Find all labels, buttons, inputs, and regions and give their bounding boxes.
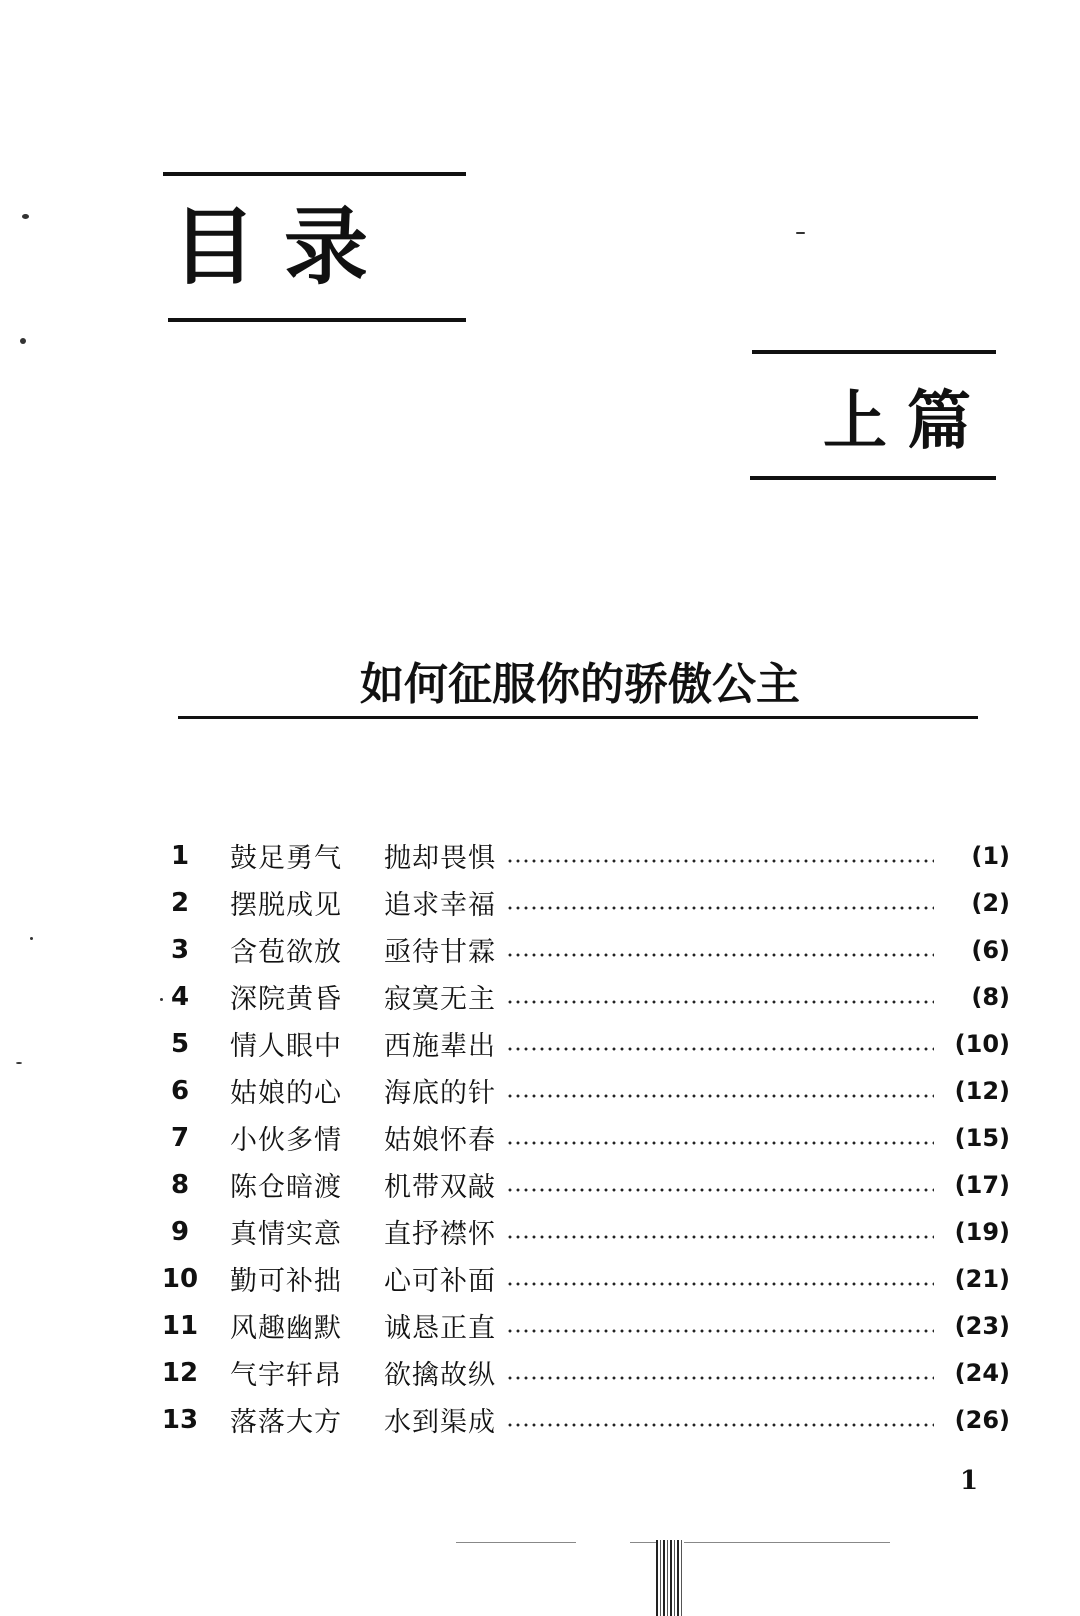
toc-entry-page: (23) [954,1311,1010,1340]
dot-leader [506,906,934,910]
toc-entry-number: 3 [170,934,190,965]
scan-speck [796,232,805,234]
toc-entry-phrase-2: 直抒襟怀 [384,1219,496,1250]
toc-entry-phrase-1: 小伙多情 [230,1125,342,1156]
dot-leader [506,953,934,957]
toc-entry-page: (8) [971,982,1010,1011]
toc-entry-phrase-2: 机带双敲 [384,1172,496,1203]
table-of-contents [160,832,1010,1443]
toc-entry-number: 12 [161,1357,199,1388]
toc-entry[interactable] [160,1302,1010,1349]
toc-entry-number: 7 [170,1122,190,1153]
toc-entry-phrase-2: 抛却畏惧 [384,843,496,874]
toc-entry-phrase-1: 风趣幽默 [230,1313,342,1344]
toc-entry[interactable] [160,1161,1010,1208]
scan-speck [16,1062,22,1064]
toc-entry-phrase-2: 追求幸福 [384,890,496,921]
toc-entry[interactable] [160,1208,1010,1255]
toc-entry-page: (19) [954,1217,1010,1246]
toc-entry-phrase-1: 姑娘的心 [230,1078,342,1109]
toc-entry-phrase-2: 寂寞无主 [384,984,496,1015]
page-title: 目录 [172,197,397,296]
toc-entry-phrase-1: 摆脱成见 [230,890,342,921]
toc-entry-number: 2 [170,887,190,918]
toc-entry-phrase-2: 西施辈出 [384,1031,496,1062]
toc-entry-phrase-1: 陈仓暗渡 [230,1172,342,1203]
toc-entry-page: (1) [971,841,1010,870]
toc-entry-number: 10 [161,1263,199,1294]
section-title: 如何征服你的骄傲公主 [360,659,800,710]
toc-entry-phrase-1: 真情实意 [230,1219,342,1250]
dot-leader [506,1235,934,1239]
toc-entry-phrase-2: 海底的针 [384,1078,496,1109]
toc-entry-phrase-1: 勤可补拙 [230,1266,342,1297]
page-number: 1 [960,1466,979,1496]
toc-entry-phrase-2: 亟待甘霖 [384,937,496,968]
title-bottom-rule [168,318,466,322]
toc-entry[interactable] [160,973,1010,1020]
toc-entry[interactable] [160,1255,1010,1302]
section-underline [178,716,978,719]
dot-leader [506,1282,934,1286]
toc-entry-phrase-2: 诚恳正直 [384,1313,496,1344]
dot-leader [506,1188,934,1192]
part-title: 上篇 [823,384,991,459]
toc-entry-page: (10) [954,1029,1010,1058]
toc-entry-number: 5 [170,1028,190,1059]
toc-entry-phrase-2: 水到渠成 [384,1407,496,1438]
toc-entry-phrase-1: 鼓足勇气 [230,843,342,874]
dot-leader [506,1423,934,1427]
toc-entry-phrase-1: 落落大方 [230,1407,342,1438]
toc-entry-page: (17) [954,1170,1010,1199]
toc-entry-phrase-1: 含苞欲放 [230,937,342,968]
toc-entry[interactable] [160,1067,1010,1114]
toc-entry-number: 1 [170,840,190,871]
part-top-rule [752,350,996,354]
book-binding-edge [656,1540,684,1616]
toc-entry[interactable] [160,1396,1010,1443]
part-bottom-rule [750,476,996,480]
toc-entry-phrase-1: 深院黄昏 [230,984,342,1015]
toc-entry-number: 11 [161,1310,199,1341]
toc-entry-page: (6) [971,935,1010,964]
dot-leader [506,1329,934,1333]
title-top-rule [163,172,466,176]
toc-entry-page: (15) [954,1123,1010,1152]
toc-entry-phrase-2: 欲擒故纵 [384,1360,496,1391]
scan-speck [22,214,29,219]
dot-leader [506,859,934,863]
toc-entry-number: 8 [170,1169,190,1200]
toc-entry-page: (2) [971,888,1010,917]
scan-speck [20,338,26,344]
toc-entry[interactable] [160,926,1010,973]
dot-leader [506,1000,934,1004]
toc-entry-phrase-1: 情人眼中 [230,1031,342,1062]
toc-entry-number: 4 [170,981,190,1012]
toc-entry-phrase-1: 气宇轩昂 [230,1360,342,1391]
dot-leader [506,1141,934,1145]
toc-entry-number: 13 [161,1404,199,1435]
scan-edge-line [456,1542,576,1543]
dot-leader [506,1094,934,1098]
toc-entry[interactable] [160,832,1010,879]
toc-entry-page: (26) [954,1405,1010,1434]
toc-entry-number: 6 [170,1075,190,1106]
toc-entry-page: (21) [954,1264,1010,1293]
toc-entry-number: 9 [170,1216,190,1247]
toc-entry[interactable] [160,1114,1010,1161]
toc-entry[interactable] [160,1020,1010,1067]
toc-entry[interactable] [160,1349,1010,1396]
dot-leader [506,1376,934,1380]
toc-entry[interactable] [160,879,1010,926]
toc-entry-phrase-2: 心可补面 [384,1266,496,1297]
scan-speck [160,998,163,1001]
toc-entry-page: (12) [954,1076,1010,1105]
toc-entry-phrase-2: 姑娘怀春 [384,1125,496,1156]
toc-entry-page: (24) [954,1358,1010,1387]
scan-speck [30,937,33,940]
dot-leader [506,1047,934,1051]
